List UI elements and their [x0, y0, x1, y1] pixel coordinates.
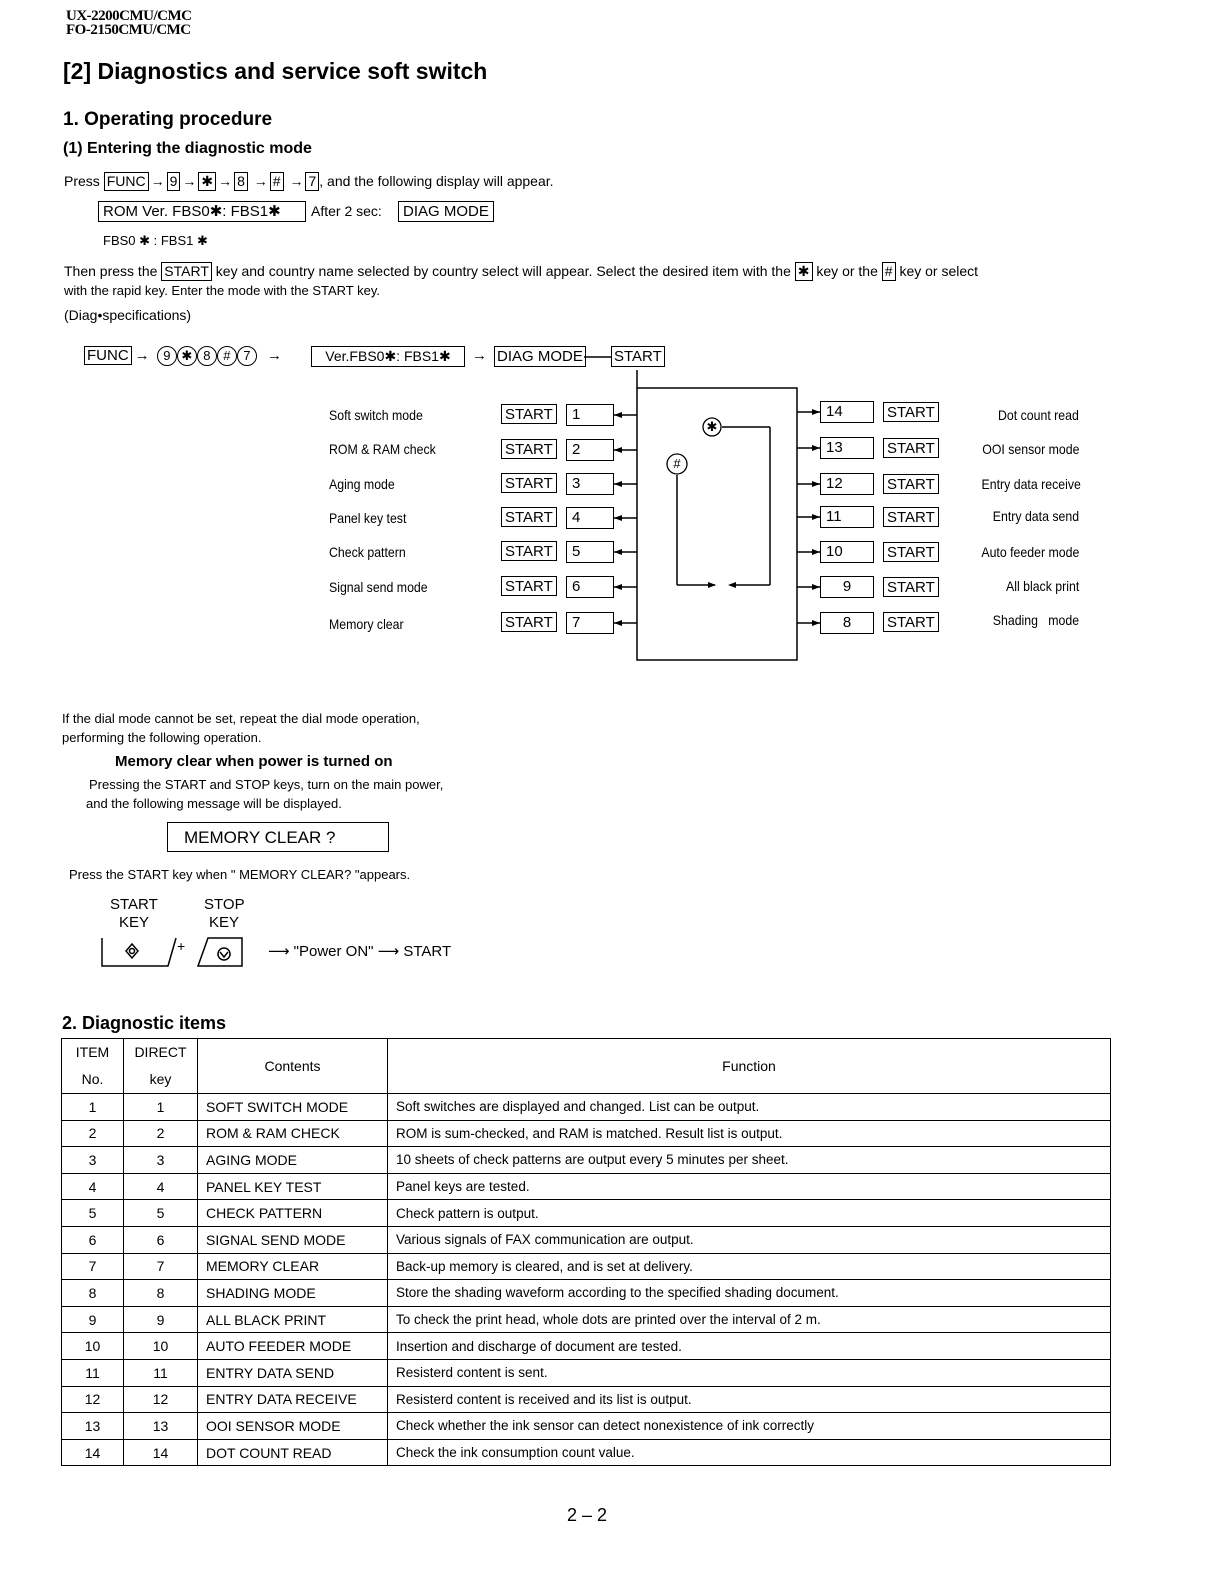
loop-star-symbol: ✱ — [706, 419, 718, 434]
press-label: Press — [64, 173, 100, 189]
star-key: ✱ — [198, 172, 216, 191]
row-direct-key: 6 — [124, 1226, 198, 1253]
row-function: Resisterd content is sent. — [388, 1359, 1111, 1386]
row-contents: SOFT SWITCH MODE — [198, 1094, 388, 1121]
row-function: Panel keys are tested. — [388, 1173, 1111, 1200]
plus-sign: + — [177, 938, 186, 954]
table-row — [62, 1333, 1111, 1360]
row-direct-key: 1 — [124, 1094, 198, 1121]
left-item-label-3: Aging mode — [329, 476, 395, 492]
hash-key-inline: # — [882, 262, 896, 281]
func-key: FUNC — [104, 172, 149, 191]
left-num-3: 3 — [566, 473, 614, 495]
left-start-5: START — [501, 541, 557, 561]
header-direct-line-2: key — [149, 1071, 172, 1087]
table-row — [62, 1173, 1111, 1200]
start-key-label-1: START — [110, 896, 158, 913]
left-start-1: START — [501, 404, 557, 424]
row-direct-key: 9 — [124, 1306, 198, 1333]
left-start-7: START — [501, 612, 557, 632]
right-item-label-10: Auto feeder mode — [981, 544, 1079, 560]
circled-7: 7 — [237, 346, 257, 366]
circled-9: 9 — [157, 346, 177, 366]
right-item-label-9: All black print — [1005, 578, 1079, 594]
header-direct-line-1: DIRECT — [134, 1044, 187, 1060]
left-num-1: 1 — [566, 404, 614, 426]
then-text-d: key or select — [899, 263, 979, 279]
memory-clear-display: MEMORY CLEAR ? — [167, 822, 389, 852]
row-function: Insertion and discharge of document are tested. — [388, 1333, 1111, 1360]
circled-star: ✱ — [177, 346, 197, 366]
row-direct-key: 5 — [124, 1200, 198, 1227]
table-row — [62, 1413, 1111, 1440]
row-function: Check pattern is output. — [388, 1200, 1111, 1227]
then-line-2: with the rapid key. Enter the mode with the START key. — [64, 283, 380, 298]
right-num-11: 11 — [820, 506, 874, 528]
row-contents: SIGNAL SEND MODE — [198, 1226, 388, 1253]
operating-subtitle: (1) Entering the diagnostic mode — [63, 140, 312, 157]
table-row — [62, 1253, 1111, 1280]
row-item-no: 6 — [62, 1226, 124, 1253]
row-direct-key: 3 — [124, 1147, 198, 1174]
left-start-3: START — [501, 473, 557, 493]
items-title: 2. Diagnostic items — [62, 1013, 227, 1033]
section-title: [2] Diagnostics and service soft switch — [63, 58, 488, 84]
right-num-13: 13 — [820, 437, 874, 459]
header-contents: Contents — [198, 1039, 388, 1094]
row-item-no: 3 — [62, 1147, 124, 1174]
row-function: 10 sheets of check patterns are output every 5 minutes per sheet. — [388, 1147, 1111, 1174]
row-direct-key: 12 — [124, 1386, 198, 1413]
flow-func-key: FUNC — [84, 346, 132, 365]
flow-ver-box: Ver.FBS0✱: FBS1✱ — [311, 346, 465, 367]
right-num-8: 8 — [820, 612, 874, 634]
row-contents: AGING MODE — [198, 1147, 388, 1174]
row-direct-key: 13 — [124, 1413, 198, 1440]
power-sequence: ⟶ "Power ON" ⟶ START — [268, 943, 452, 960]
dial-note-line-2: performing the following operation. — [62, 730, 262, 745]
row-direct-key: 8 — [124, 1280, 198, 1307]
left-item-label-4: Panel key test — [329, 510, 407, 526]
row-item-no: 12 — [62, 1386, 124, 1413]
power-on-text: "Power ON" — [293, 943, 374, 960]
row-contents: OOI SENSOR MODE — [198, 1413, 388, 1440]
left-start-6: START — [501, 576, 557, 596]
diagnostic-items-table — [61, 1038, 1111, 1466]
right-item-label-11: Entry data send — [992, 508, 1079, 524]
dial-note-line-1: If the dial mode cannot be set, repeat the dial mode operation, — [62, 711, 420, 726]
start-word: START — [403, 943, 452, 960]
model-line-1: UX-2200CMU/CMC — [66, 8, 192, 24]
memory-clear-title: Memory clear when power is turned on — [115, 753, 393, 770]
left-item-label-6: Signal send mode — [329, 579, 428, 595]
row-item-no: 10 — [62, 1333, 124, 1360]
table-row — [62, 1120, 1111, 1147]
right-start-13: START — [883, 438, 939, 458]
right-start-8: START — [883, 612, 939, 632]
table-row — [62, 1147, 1111, 1174]
operating-title: 1. Operating procedure — [63, 109, 273, 130]
header-function: Function — [388, 1039, 1111, 1094]
right-num-10: 10 — [820, 541, 874, 563]
hash-key: # — [270, 172, 284, 191]
flow-start-box: START — [611, 346, 665, 367]
page-number: 2 – 2 — [567, 1505, 608, 1525]
row-item-no: 8 — [62, 1280, 124, 1307]
flow-arrow-diag: → — [472, 347, 487, 364]
header-item-line-1: ITEM — [75, 1044, 110, 1060]
left-start-2: START — [501, 439, 557, 459]
circled-hash: # — [217, 346, 237, 366]
row-item-no: 5 — [62, 1200, 124, 1227]
then-text-c: key or the — [816, 263, 878, 279]
row-function: Check the ink consumption count value. — [388, 1439, 1111, 1466]
row-contents: SHADING MODE — [198, 1280, 388, 1307]
left-num-5: 5 — [566, 541, 614, 563]
row-function: Check whether the ink sensor can detect nonexistence of ink correctly — [388, 1413, 1111, 1440]
row-function: Store the shading waveform according to the specified shading document. — [388, 1280, 1111, 1307]
row-item-no: 7 — [62, 1253, 124, 1280]
right-start-12: START — [883, 474, 939, 494]
row-function: To check the print head, whole dots are printed over the interval of 2 m. — [388, 1306, 1111, 1333]
right-start-11: START — [883, 507, 939, 527]
diag-mode-display: DIAG MODE — [398, 201, 494, 222]
row-function: Soft switches are displayed and changed. List can be output. — [388, 1094, 1111, 1121]
left-start-4: START — [501, 507, 557, 527]
row-contents: MEMORY CLEAR — [198, 1253, 388, 1280]
row-item-no: 2 — [62, 1120, 124, 1147]
circled-8: 8 — [197, 346, 217, 366]
left-item-label-7: Memory clear — [329, 616, 404, 632]
key-8: 8 — [234, 172, 248, 191]
row-contents: ALL BLACK PRINT — [198, 1306, 388, 1333]
left-num-2: 2 — [566, 439, 614, 461]
row-contents: CHECK PATTERN — [198, 1200, 388, 1227]
table-row — [62, 1280, 1111, 1307]
right-num-14: 14 — [820, 401, 874, 423]
right-item-label-8: Shading mode — [992, 612, 1079, 628]
press-line: Press FUNC → 9 → ✱ → 8 → # → 7 , and the following display will appear. — [64, 173, 554, 189]
right-item-label-12: Entry data receive — [981, 476, 1081, 492]
row-function: ROM is sum-checked, and RAM is matched. Result list is output. — [388, 1120, 1111, 1147]
stop-key-label-1: STOP — [204, 896, 245, 913]
memory-press-line: Press the START key when " MEMORY CLEAR? "appears. — [69, 867, 411, 882]
table-row — [62, 1306, 1111, 1333]
flow-top-line: FUNC → 9 ✱ 8 # 7 → — [84, 346, 288, 366]
table-row — [62, 1200, 1111, 1227]
left-num-6: 6 — [566, 576, 614, 598]
row-contents: ROM & RAM CHECK — [198, 1120, 388, 1147]
right-start-9: START — [883, 577, 939, 597]
then-text-a: Then press the — [64, 263, 158, 279]
row-contents: DOT COUNT READ — [198, 1439, 388, 1466]
row-direct-key: 10 — [124, 1333, 198, 1360]
row-direct-key: 7 — [124, 1253, 198, 1280]
table-row — [62, 1359, 1111, 1386]
row-item-no: 14 — [62, 1439, 124, 1466]
stop-key-label-2: KEY — [209, 914, 240, 931]
row-contents: PANEL KEY TEST — [198, 1173, 388, 1200]
table-row — [62, 1386, 1111, 1413]
right-item-label-14: Dot count read — [998, 407, 1079, 423]
row-direct-key: 11 — [124, 1359, 198, 1386]
row-function: Resisterd content is received and its list is output. — [388, 1386, 1111, 1413]
right-start-10: START — [883, 542, 939, 562]
key-9: 9 — [167, 172, 181, 191]
right-num-12: 12 — [820, 473, 874, 495]
row-item-no: 9 — [62, 1306, 124, 1333]
table-header-row — [62, 1039, 1111, 1094]
row-item-no: 13 — [62, 1413, 124, 1440]
memory-line-2: and the following message will be displayed. — [86, 796, 342, 811]
table-row — [62, 1226, 1111, 1253]
row-direct-key: 4 — [124, 1173, 198, 1200]
start-stop-key-drawing — [96, 930, 256, 974]
row-function: Various signals of FAX communication are output. — [388, 1226, 1111, 1253]
row-contents: ENTRY DATA SEND — [198, 1359, 388, 1386]
row-item-no: 4 — [62, 1173, 124, 1200]
memory-line-1: Pressing the START and STOP keys, turn on the main power, — [89, 777, 444, 792]
key-7: 7 — [305, 172, 319, 191]
start-key-label-2: KEY — [119, 914, 150, 931]
header-item — [62, 1039, 124, 1094]
left-num-7: 7 — [566, 612, 614, 634]
right-start-14: START — [883, 402, 939, 422]
fbs-note: FBS0 ✱ : FBS1 ✱ — [103, 233, 208, 248]
rom-version-display: ROM Ver. FBS0✱: FBS1✱ — [98, 201, 306, 222]
row-direct-key: 2 — [124, 1120, 198, 1147]
right-num-9: 9 — [820, 576, 874, 598]
diag-spec-label: (Diag•specifications) — [64, 307, 192, 323]
after-label: After 2 sec: — [311, 203, 382, 219]
model-line-2: FO-2150CMU/CMC — [66, 22, 191, 38]
row-item-no: 1 — [62, 1094, 124, 1121]
table-row — [62, 1094, 1111, 1121]
then-text-b: key and country name selected by country select will appear. Select the desired item with the — [215, 263, 791, 279]
loop-hash-symbol: # — [673, 456, 681, 471]
row-function: Back-up memory is cleared, and is set at delivery. — [388, 1253, 1111, 1280]
row-direct-key: 14 — [124, 1439, 198, 1466]
left-item-label-5: Check pattern — [329, 544, 406, 560]
row-item-no: 11 — [62, 1359, 124, 1386]
press-tail: , and the following display will appear. — [319, 173, 554, 189]
left-item-label-2: ROM & RAM check — [329, 441, 436, 457]
row-contents: AUTO FEEDER MODE — [198, 1333, 388, 1360]
flow-diag-box: DIAG MODE — [494, 346, 586, 367]
start-key-icon — [102, 938, 176, 966]
right-item-label-13: OOI sensor mode — [981, 441, 1079, 457]
left-num-4: 4 — [566, 507, 614, 529]
row-contents: ENTRY DATA RECEIVE — [198, 1386, 388, 1413]
header-direct — [124, 1039, 198, 1094]
table-row — [62, 1439, 1111, 1466]
start-key-inline: START — [161, 262, 212, 281]
left-item-label-1: Soft switch mode — [329, 407, 423, 423]
star-key-inline: ✱ — [795, 262, 813, 281]
header-item-line-2: No. — [81, 1071, 104, 1087]
